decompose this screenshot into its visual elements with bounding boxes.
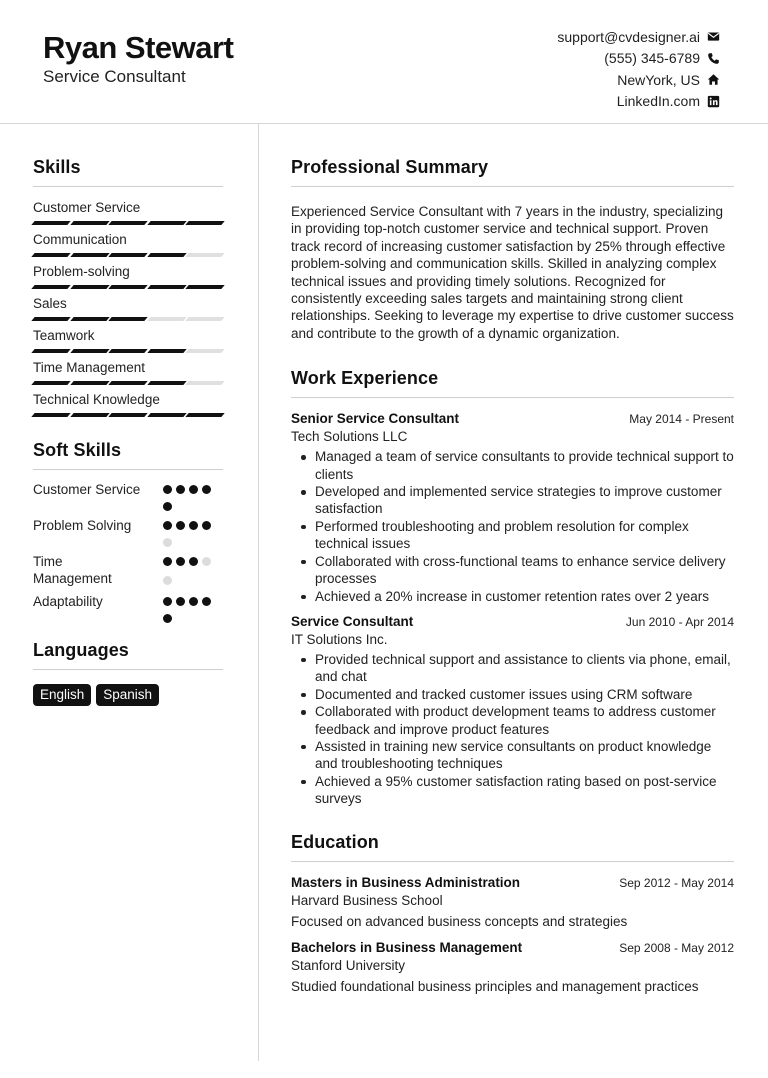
skill-item [33,360,223,392]
skill-name: Problem-solving [33,264,130,279]
skill-bar-segment [70,253,109,257]
contact-location [557,69,720,91]
envelope-icon [707,30,720,43]
skill-bar-segment [186,381,225,385]
job-bullets [291,448,734,605]
skill-bar-segment [31,349,70,353]
skill-bar-segment [186,413,225,417]
rating-dot [189,557,198,566]
skill-bar-segment [147,317,186,321]
skill-name: Customer Service [33,200,141,215]
soft-skill-item [33,593,223,623]
skill-bar-segment [109,317,148,321]
skill-bar-segment [109,381,148,385]
soft-skill-name: Customer Service [33,482,141,497]
education-description: Focused on advanced business concepts and strategies [291,913,628,929]
skill-item [33,328,223,360]
rating-dot [176,485,185,494]
rating-dot [202,485,211,494]
skill-bar-segment [147,349,186,353]
skill-bar-segment [186,221,225,225]
rating-dot [163,502,172,511]
job-role: Service Consultant [291,613,414,629]
job-bullet: Achieved a 20% increase in customer retention rates over 2 years [315,588,734,605]
job-date: Jun 2010 - Apr 2014 [625,614,734,629]
skill-bar-segment [109,253,148,257]
job-bullets [291,651,734,808]
education-school: Stanford University [291,957,406,973]
contact-email[interactable] [557,26,720,48]
skill-bar-segment [70,413,109,417]
skills-list [33,200,223,424]
job-company: Tech Solutions LLC [291,429,408,445]
skill-level-bar [33,413,223,417]
language-badge: English [33,684,91,706]
home-icon [707,73,720,86]
skill-bar-segment [109,221,148,225]
linkedin-icon [707,95,720,108]
skill-bar-segment [186,317,225,321]
education-degree: Bachelors in Business Management [291,939,523,955]
soft-skill-item [33,481,223,511]
job-role: Senior Service Consultant [291,411,460,427]
skill-bar-segment [70,317,109,321]
resume-header [0,0,768,124]
sidebar [33,157,223,706]
education-heading: Education [291,832,734,862]
skill-bar-segment [70,349,109,353]
skill-bar-segment [31,253,70,257]
education-list [291,875,734,994]
skill-bar-segment [186,349,225,353]
job-bullet: Performed troubleshooting and problem resolution for complex technical issues [315,518,734,553]
education-degree: Masters in Business Administration [291,874,521,890]
skill-bar-segment [31,285,70,289]
rating-dot [163,521,172,530]
summary-text: Experienced Service Consultant with 7 years in the industry, specializing in providing top-notch customer service and technical support. Proven track record of increasing customer satisfaction by 25% through effective problem-solving and communication skills. Skilled in analyzing complex technical issues and providing timely solutions. Recognized for consistently exceeding sales targets and maintaining strong client relationships. Seeking to leverage my expertise to drive customer success and contribute to the growth of a dynamic organization. [291,204,734,341]
job-entry [291,411,734,605]
soft-skill-name: Time Management [33,554,112,586]
education-date: Sep 2012 - May 2014 [619,875,734,890]
rating-dot [163,576,172,585]
soft-skills-list [33,481,223,623]
soft-skill-item [33,553,223,587]
skill-level-bar [33,253,223,257]
skill-bar-segment [31,317,70,321]
job-company: IT Solutions Inc. [291,631,388,647]
skill-bar-segment [147,253,186,257]
skill-name: Communication [33,232,127,247]
skill-bar-segment [147,221,186,225]
job-bullet: Achieved a 95% customer satisfaction rating based on post-service surveys [315,773,734,808]
job-bullet: Managed a team of service consultants to provide technical support to clients [315,449,734,482]
job-date: May 2014 - Present [629,412,734,427]
skill-name: Sales [33,296,67,311]
skill-item [33,392,223,424]
education-date: Sep 2008 - May 2012 [619,940,734,955]
job-entry [291,614,734,808]
job-header [291,411,734,426]
rating-dot [163,614,172,623]
skill-name: Technical Knowledge [33,392,160,407]
skill-level-bar [33,221,223,225]
candidate-title: Service Consultant [43,67,186,86]
job-bullet: Developed and implemented service strategies to improve customer satisfaction [315,483,734,518]
job-bullet: Provided technical support and assistance to clients via phone, email, and chat [315,651,734,686]
work-list [291,411,734,807]
skills-heading: Skills [33,157,223,187]
skill-bar-segment [186,253,225,257]
skill-bar-segment [31,381,70,385]
skill-bar-segment [109,285,148,289]
rating-dot [189,485,198,494]
skill-bar-segment [70,381,109,385]
skill-item [33,232,223,264]
phone-icon [707,52,720,65]
contact-list [557,26,720,112]
education-header [291,875,734,890]
rating-dot [163,557,172,566]
skill-level-bar [33,381,223,385]
skill-level-bar [33,349,223,353]
languages-heading: Languages [33,640,223,670]
education-school: Harvard Business School [291,892,443,908]
column-divider [258,124,259,1061]
contact-phone-text: (555) 345-6789 [604,50,700,67]
skill-bar-segment [147,381,186,385]
job-bullet: Collaborated with cross-functional teams to enhance service delivery processes [315,553,734,588]
skill-name: Time Management [33,360,146,375]
rating-dot [202,557,211,566]
soft-skills-heading: Soft Skills [33,440,223,470]
skill-bar-segment [147,285,186,289]
rating-dot [163,538,172,547]
education-header [291,940,734,955]
education-entry [291,875,734,929]
skill-bar-segment [186,285,225,289]
contact-linkedin[interactable] [557,91,720,113]
skill-level-bar [33,285,223,289]
skill-item [33,264,223,296]
skill-level-bar [33,317,223,321]
contact-linkedin-text: LinkedIn.com [616,93,700,110]
job-bullet: Documented and tracked customer issues using CRM software [315,686,734,703]
job-bullet: Assisted in training new service consultants on product knowledge and troubleshooting techniques [315,738,734,773]
skill-bar-segment [70,285,109,289]
rating-dot [163,485,172,494]
summary-heading: Professional Summary [291,157,734,187]
rating-dot [176,521,185,530]
soft-skill-rating [163,481,223,511]
skill-name: Teamwork [33,328,95,343]
contact-email-text: support@cvdesigner.ai [557,28,700,45]
soft-skill-rating [163,593,223,623]
rating-dot [189,597,198,606]
skill-bar-segment [147,413,186,417]
soft-skill-name: Problem Solving [33,518,132,533]
education-entry [291,940,734,994]
rating-dot [202,521,211,530]
rating-dot [163,597,172,606]
skill-bar-segment [31,413,70,417]
skill-item [33,200,223,232]
skill-bar-segment [109,349,148,353]
language-badge: Spanish [96,684,159,706]
skill-bar-segment [109,413,148,417]
contact-phone[interactable] [557,48,720,70]
contact-location-text: NewYork, US [617,71,700,88]
work-heading: Work Experience [291,368,734,398]
skill-bar-segment [70,221,109,225]
soft-skill-rating [163,553,223,587]
job-bullet: Collaborated with product development teams to address customer feedback and improve product features [315,703,734,738]
rating-dot [176,597,185,606]
education-description: Studied foundational business principles and management practices [291,978,699,994]
rating-dot [189,521,198,530]
rating-dot [202,597,211,606]
skill-item [33,296,223,328]
job-header [291,614,734,629]
soft-skill-rating [163,517,223,547]
soft-skill-name: Adaptability [33,594,103,609]
soft-skill-item [33,517,223,547]
main-content [291,157,734,994]
rating-dot [176,557,185,566]
candidate-name: Ryan Stewart [43,30,234,65]
languages-list [33,684,223,706]
skill-bar-segment [31,221,70,225]
